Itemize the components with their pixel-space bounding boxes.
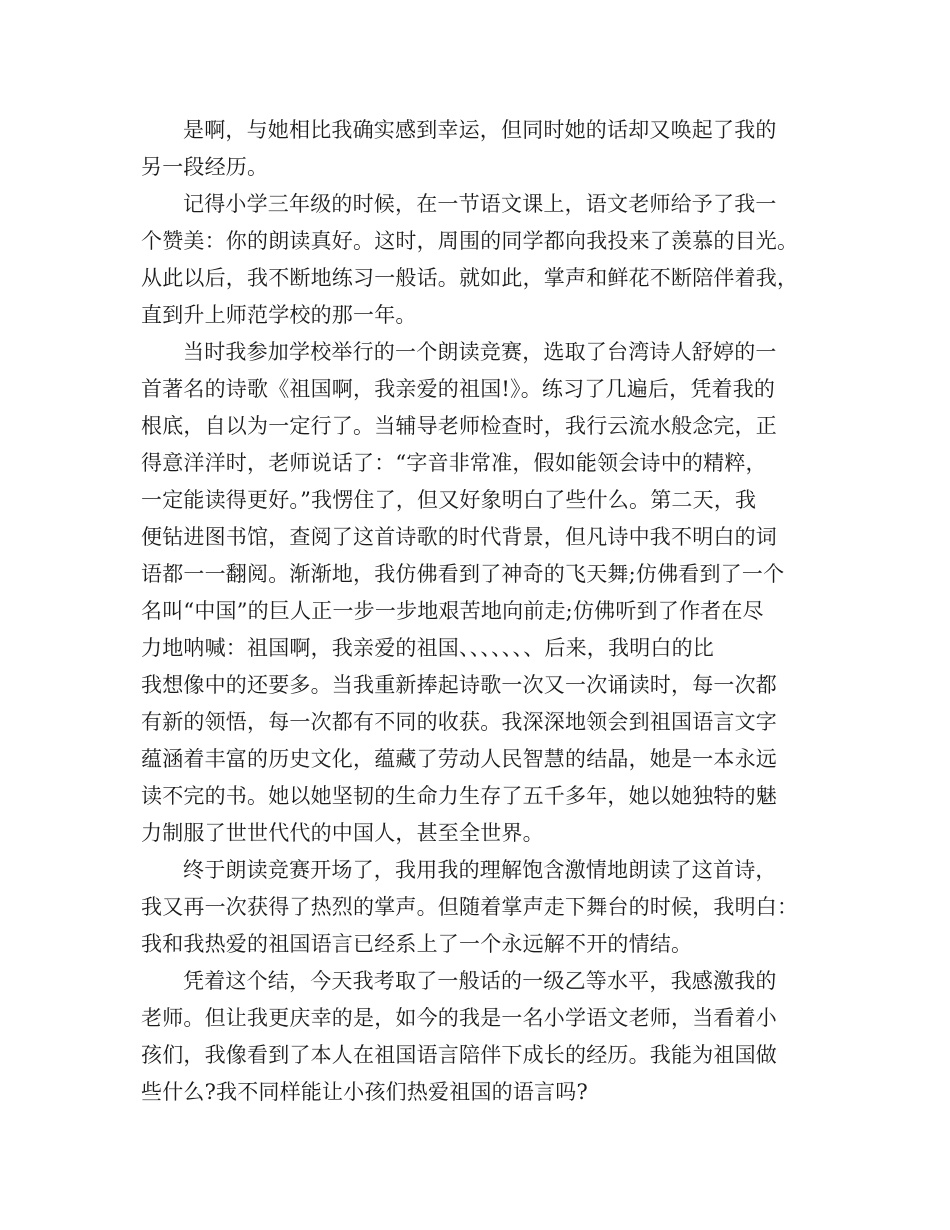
text-line: 得意洋洋时，老师说话了：“字音非常准，假如能领会诗中的精粹， — [141, 451, 767, 475]
text-line: 我和我热爱的祖国语言已经系上了一个永远解不开的情结。 — [141, 932, 693, 956]
text-line: 力制服了世世代代的中国人，甚至全世界。 — [141, 821, 544, 845]
text-line: 力地呐喊：祖国啊，我亲爱的祖国、、、、、、、后来，我明白的比 — [141, 636, 714, 660]
text-line: 蕴涵着丰富的历史文化，蕴藏了劳动人民智慧的结晶，她是一本永远 — [141, 747, 777, 771]
text-line: 首著名的诗歌《祖国啊，我亲爱的祖国!》。练习了几遍后，凭着我的 — [141, 377, 776, 401]
text-line: 我又再一次获得了热烈的掌声。但随着掌声走下舞台的时候，我明白： — [141, 895, 799, 919]
text-line: 另一段经历。 — [141, 155, 269, 179]
text-line: 终于朗读竞赛开场了，我用我的理解饱含激情地朗读了这首诗， — [183, 858, 777, 882]
paragraph — [141, 334, 821, 852]
text-line: 记得小学三年级的时候，在一节语文课上，语文老师给予了我一 — [183, 192, 777, 216]
text-line: 些什么?我不同样能让小孩们热爱祖国的语言吗? — [141, 1080, 588, 1104]
paragraph — [141, 963, 821, 1111]
text-line: 我想像中的还要多。当我重新捧起诗歌一次又一次诵读时，每一次都 — [141, 673, 777, 697]
text-line: 语都一一翻阅。渐渐地，我仿佛看到了神奇的飞天舞;仿佛看到了一个 — [141, 562, 785, 586]
text-line: 读不完的书。她以她坚韧的生命力生存了五千多年，她以她独特的魅 — [141, 784, 777, 808]
text-line: 便钻进图书馆，查阅了这首诗歌的时代背景，但凡诗中我不明白的词 — [141, 525, 777, 549]
document-body — [141, 112, 821, 1111]
text-line: 凭着这个结，今天我考取了一般话的一级乙等水平，我感激我的 — [183, 969, 777, 993]
text-line: 名叫“中国”的巨人正一步一步地艰苦地向前走;仿佛听到了作者在尽 — [141, 599, 764, 623]
paragraph — [141, 112, 821, 186]
text-line: 有新的领悟，每一次都有不同的收获。我深深地领会到祖国语言文字 — [141, 710, 777, 734]
paragraph — [141, 186, 821, 334]
text-line: 一定能读得更好。”我愣住了，但又好象明白了些什么。第二天，我 — [141, 488, 757, 512]
text-line: 孩们，我像看到了本人在祖国语言陪伴下成长的经历。我能为祖国做 — [141, 1043, 777, 1067]
text-line: 是啊，与她相比我确实感到幸运，但同时她的话却又唤起了我的 — [183, 118, 777, 142]
paragraph — [141, 852, 821, 963]
text-line: 个赞美：你的朗读真好。这时，周围的同学都向我投来了羡慕的目光。 — [141, 229, 799, 253]
text-line: 从此以后，我不断地练习一般话。就如此，掌声和鲜花不断陪伴着我， — [141, 266, 799, 290]
text-line: 直到升上师范学校的那一年。 — [141, 303, 417, 327]
text-line: 当时我参加学校举行的一个朗读竞赛，选取了台湾诗人舒婷的一 — [183, 340, 777, 364]
text-line: 根底，自以为一定行了。当辅导老师检查时，我行云流水般念完，正 — [141, 414, 777, 438]
text-line: 老师。但让我更庆幸的是，如今的我是一名小学语文老师，当看着小 — [141, 1006, 777, 1030]
